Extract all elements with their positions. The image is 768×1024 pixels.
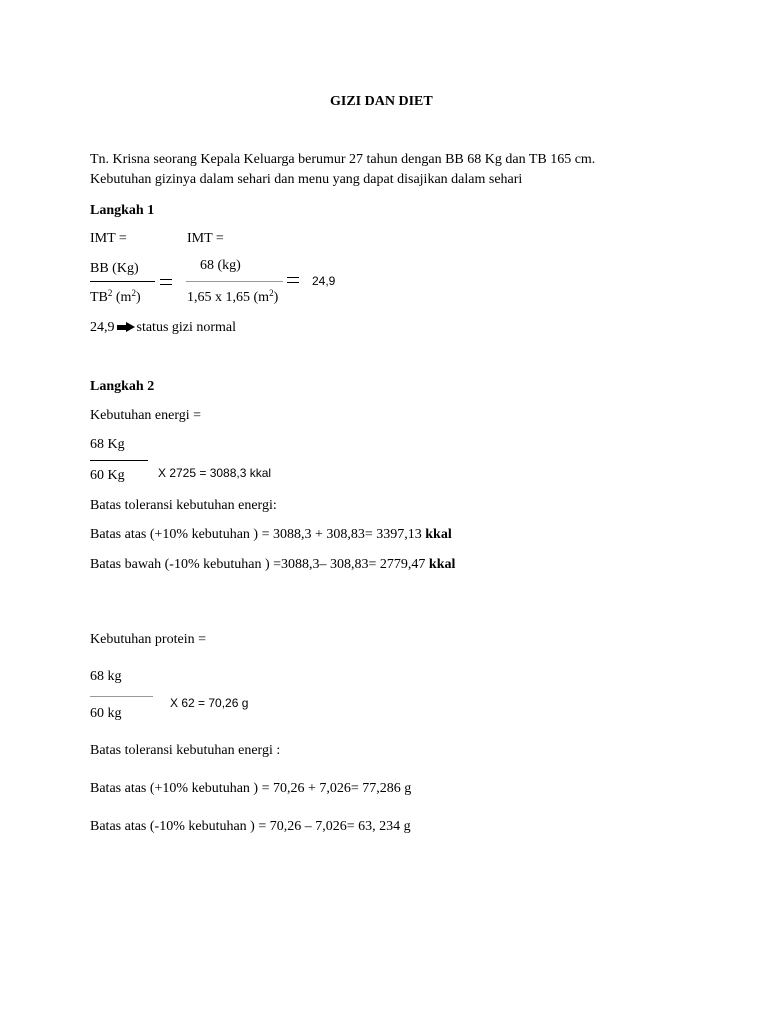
imt-value-denominator: 1,65 x 1,65 $(m^2)$ [187, 288, 279, 305]
energy-upper-limit: Batas atas (+10% kebutuhan ) = 3088,3 + 308,83= 3397,13 kkal [90, 527, 452, 542]
protein-denominator: 60 kg [90, 706, 122, 721]
imt-label: IMT = [90, 231, 127, 246]
energy-denominator: 60 Kg [90, 468, 125, 483]
step2-heading: Langkah 2 [90, 379, 155, 394]
energy-fraction-bar [90, 460, 148, 461]
imt-result: 24,9 [312, 274, 336, 288]
protein-upper-limit: Batas atas (+10% kebutuhan ) = 70,26 + 7,026= 77,286 g [90, 781, 412, 796]
energy-label: Kebutuhan energi = [90, 408, 202, 423]
imt-formula-numerator: BB (Kg) [90, 261, 139, 276]
intro-line-2: Kebutuhan gizinya dalam sehari dan menu yang dapat disajikan dalam sehari [90, 172, 523, 187]
energy-lower-limit: Batas bawah (-10% kebutuhan ) =3088,3– 308,83= 2779,47 kkal [90, 557, 456, 572]
equals-sign-2 [287, 277, 299, 283]
intro-line-1: Tn. Krisna seorang Kepala Keluarga berumur 27 tahun dengan BB 68 Kg dan TB 165 cm. [90, 152, 596, 167]
protein-label: Kebutuhan protein = [90, 632, 206, 647]
protein-tolerance-label: Batas toleransi kebutuhan energi : [90, 743, 281, 758]
imt-value-fraction-bar [186, 281, 283, 282]
imt-formula-denominator: $TB^2$ $(m^2)$ [90, 288, 141, 305]
energy-calc: X 2725 = 3088,3 kkal [158, 466, 272, 480]
imt-label-value: IMT = [187, 231, 224, 246]
protein-lower-limit: Batas atas (-10% kebutuhan ) = 70,26 – 7,026= 63, 234 g [90, 819, 411, 834]
step1-heading: Langkah 1 [90, 203, 155, 218]
arrow-right-icon [117, 322, 135, 332]
energy-tolerance-label: Batas toleransi kebutuhan energi: [90, 498, 277, 513]
equals-sign-1 [160, 279, 172, 285]
protein-calc: X 62 = 70,26 g [170, 696, 249, 710]
page-title: GIZI DAN DIET [330, 94, 433, 109]
protein-numerator: 68 kg [90, 669, 122, 684]
imt-value-numerator: 68 (kg) [200, 258, 241, 273]
status-line: 24,9 status gizi normal [90, 320, 237, 335]
energy-numerator: 68 Kg [90, 437, 125, 452]
protein-fraction-bar [90, 696, 153, 697]
imt-formula-fraction-bar [90, 281, 155, 282]
